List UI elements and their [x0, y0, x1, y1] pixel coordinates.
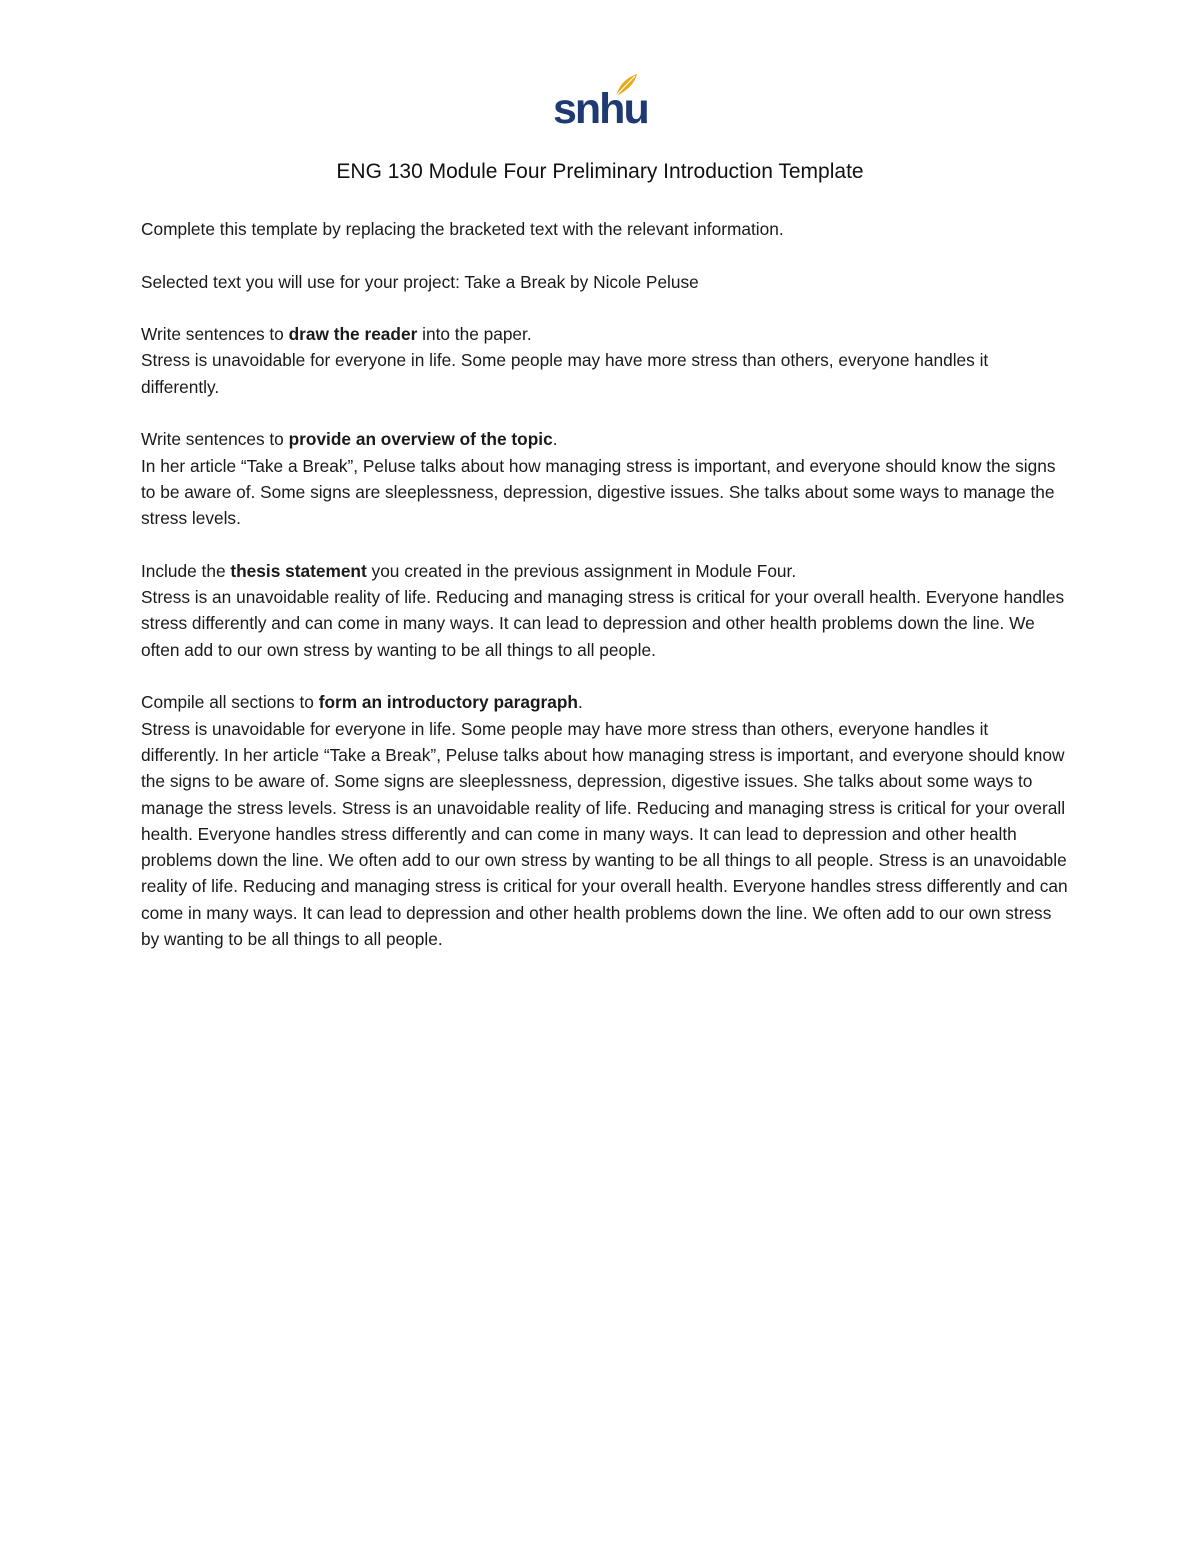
prompt-emphasis: thesis statement [230, 560, 367, 581]
prompt-text: Include the [141, 560, 231, 581]
prompt-text: Compile all sections to [141, 692, 319, 713]
instruction-text: Complete this template by replacing the bracketed text with the relevant information. [141, 219, 784, 239]
overview-prompt [141, 426, 1071, 452]
snhu-logo [553, 70, 648, 136]
overview-response: In her article “Take a Break”, Peluse talks about how managing stress is important, and everyone should know the signs to be aware of. Some signs are sleeplessness, depression, digestive issues. She talks about some ways to manage the stress levels. [141, 455, 1056, 529]
prompt-text: Write sentences to [141, 324, 289, 345]
prompt-emphasis: form an introductory paragraph [318, 692, 578, 713]
prompt-text: you created in the previous assignment in Module Four. [366, 560, 797, 581]
draw-reader-prompt [141, 321, 1071, 347]
prompt-emphasis: provide an overview of the topic [288, 429, 553, 450]
intro-paragraph-prompt [141, 689, 1071, 715]
thesis-response: Stress is an unavoidable reality of life. Reducing and managing stress is critical for your overall health. Everyone handles stress differently and can come in many ways. It can lead to depression and other health problems down the line. We often add to our own stress by wanting to be all things to all people. [141, 587, 1065, 660]
prompt-text: . [577, 692, 583, 713]
intro-paragraph-response: Stress is unavoidable for everyone in life. Some people may have more stress than others, everyone handles it differently. In her article “Take a Break”, Peluse talks about how managing stress is important, and everyone should know the signs to be aware of. Some signs are sleeplessness, depression, digestive issues. She talks about some ways to manage the stress levels. Stress is an unavoidable reality of life. Reducing and managing stress is critical for your overall health. Everyone handles stress differently and can come in many ways. It can lead to depression and other health problems down the line. We often add to our own stress by wanting to be all things to all people. Stress is an unavoidable reality of life. Reducing and managing stress is critical for your overall health. Everyone handles stress differently and can come in many ways. It can lead to depression and other health problems down the line. We often add to our own stress by wanting to be all things to all people. [141, 718, 1068, 950]
thesis-prompt [141, 558, 1071, 584]
prompt-text: Write sentences to [141, 429, 289, 450]
logo-wordmark: snhu [553, 85, 648, 133]
draw-reader-response: Stress is unavoidable for everyone in life. Some people may have more stress than others, everyone handles it differently. [141, 350, 989, 397]
prompt-text: into the paper. [417, 324, 532, 345]
document-title: ENG 130 Module Four Preliminary Introduction Template [336, 160, 864, 183]
prompt-emphasis: draw the reader [288, 324, 418, 345]
document-body [141, 216, 1071, 952]
prompt-text: . [552, 429, 558, 450]
selected-text-line: Selected text you will use for your project: Take a Break by Nicole Peluse [141, 271, 699, 292]
